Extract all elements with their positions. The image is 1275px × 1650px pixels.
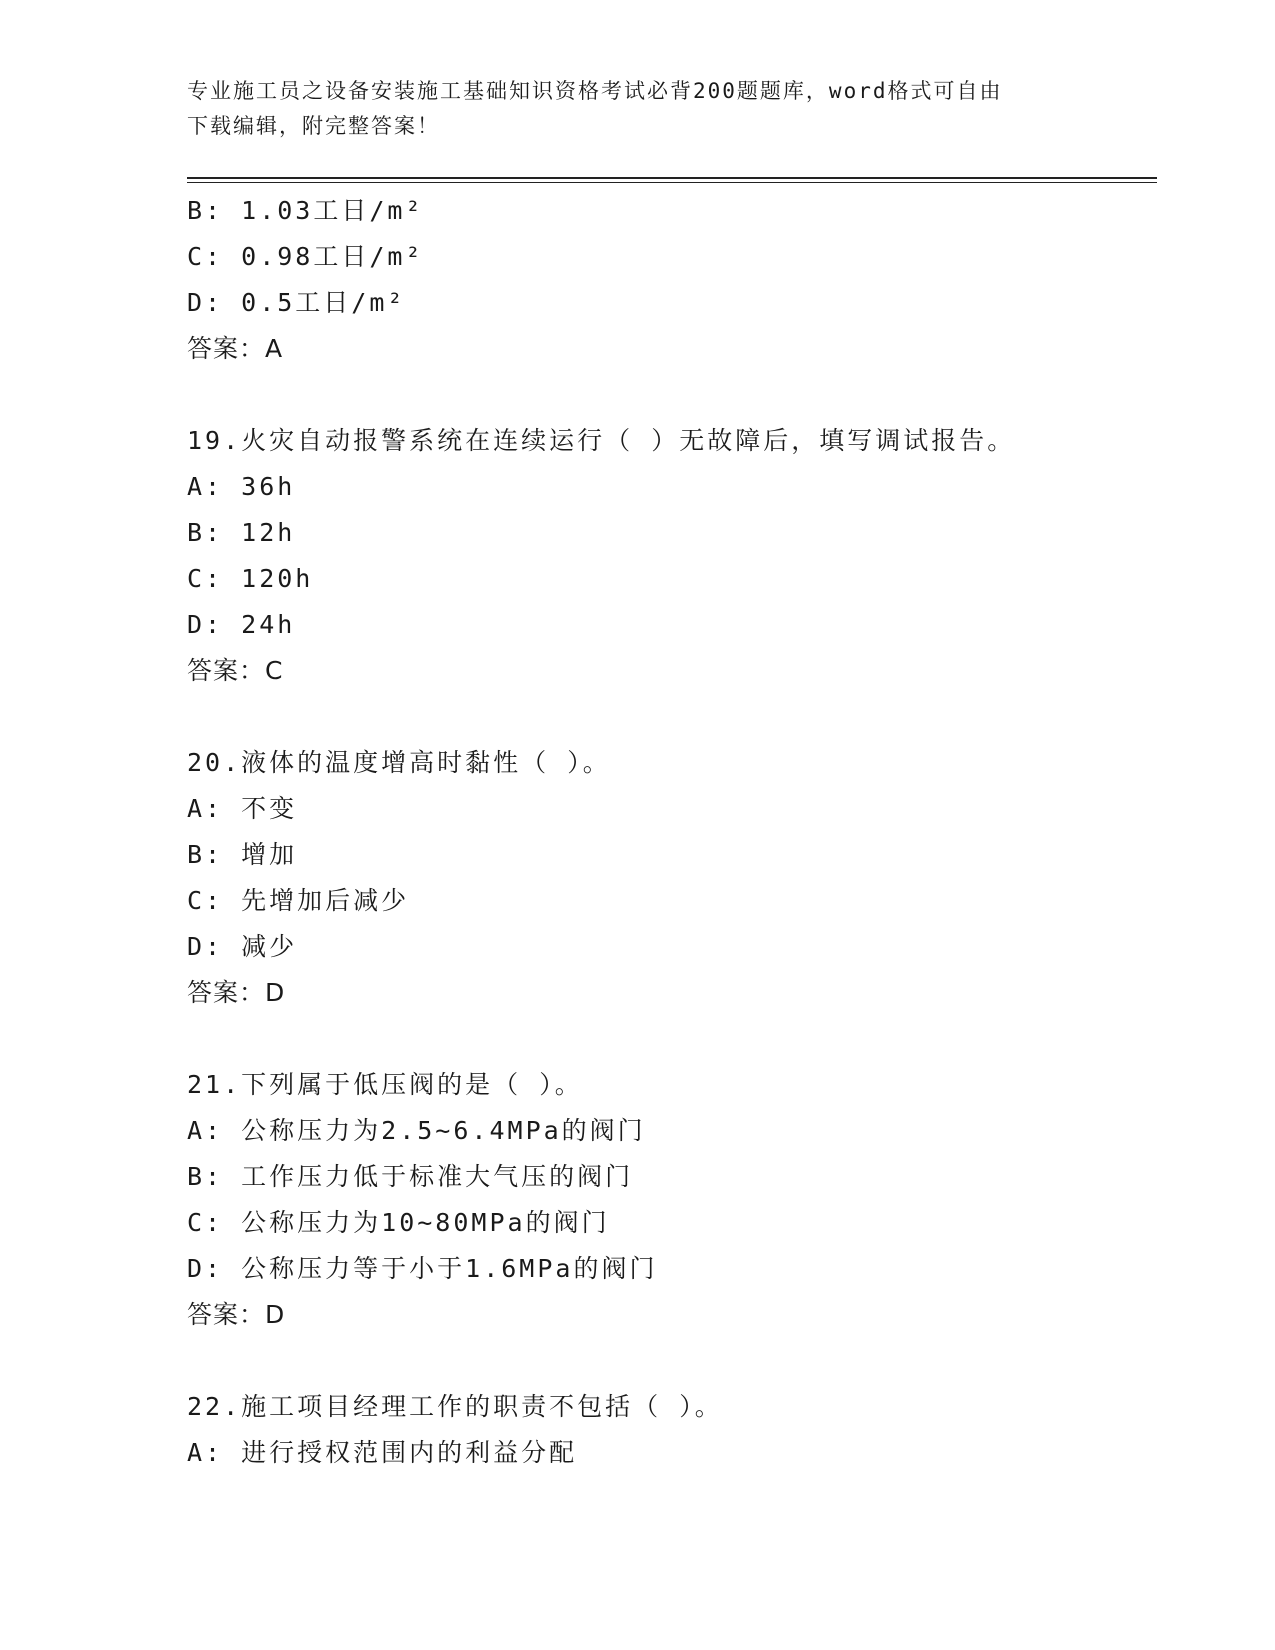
option-b: B: 1.03工日/m² [187,196,424,225]
option-a: A: 36h [187,472,296,501]
option-a: A: 公称压力为2.5~6.4MPa的阀门 [187,1116,646,1145]
option-d: D: 公称压力等于小于1.6MPa的阀门 [187,1254,658,1283]
answer-line: 答案：D [187,978,286,1007]
question-text: 19.火灾自动报警系统在连续运行（ ）无故障后，填写调试报告。 [187,426,1016,455]
spacer [187,372,1157,418]
option-b: B: 12h [187,518,296,547]
question-list [187,188,1157,1476]
question-text: 21.下列属于低压阀的是（ ）。 [187,1070,583,1099]
question-20-block [187,740,1157,1016]
question-19-block [187,418,1157,694]
document-header [187,74,1087,144]
header-line-2: 下载编辑，附完整答案！ [187,114,440,138]
option-c: C: 公称压力为10~80MPa的阀门 [187,1208,610,1237]
spacer [187,694,1157,740]
spacer [187,1016,1157,1062]
option-b: B: 增加 [187,840,298,869]
option-d: D: 减少 [187,932,298,961]
spacer [187,1338,1157,1384]
option-a: A: 进行授权范围内的利益分配 [187,1438,578,1467]
header-rule-thick [187,177,1157,179]
option-d: D: 0.5工日/m² [187,288,406,317]
answer-line: 答案：D [187,1300,286,1329]
header-rule-thin [187,182,1157,183]
answer-line: 答案：C [187,656,284,685]
question-21-block [187,1062,1157,1338]
option-c: C: 120h [187,564,314,593]
option-c: C: 先增加后减少 [187,886,410,915]
option-a: A: 不变 [187,794,298,823]
question-text: 20.液体的温度增高时黏性（ ）。 [187,748,611,777]
question-18-block [187,188,1157,372]
option-c: C: 0.98工日/m² [187,242,424,271]
answer-line: 答案：A [187,334,284,363]
option-b: B: 工作压力低于标准大气压的阀门 [187,1162,634,1191]
option-d: D: 24h [187,610,296,639]
question-22-block [187,1384,1157,1476]
header-line-1: 专业施工员之设备安装施工基础知识资格考试必背200题题库，word格式可自由 [187,79,1003,103]
question-text: 22.施工项目经理工作的职责不包括（ ）。 [187,1392,723,1421]
